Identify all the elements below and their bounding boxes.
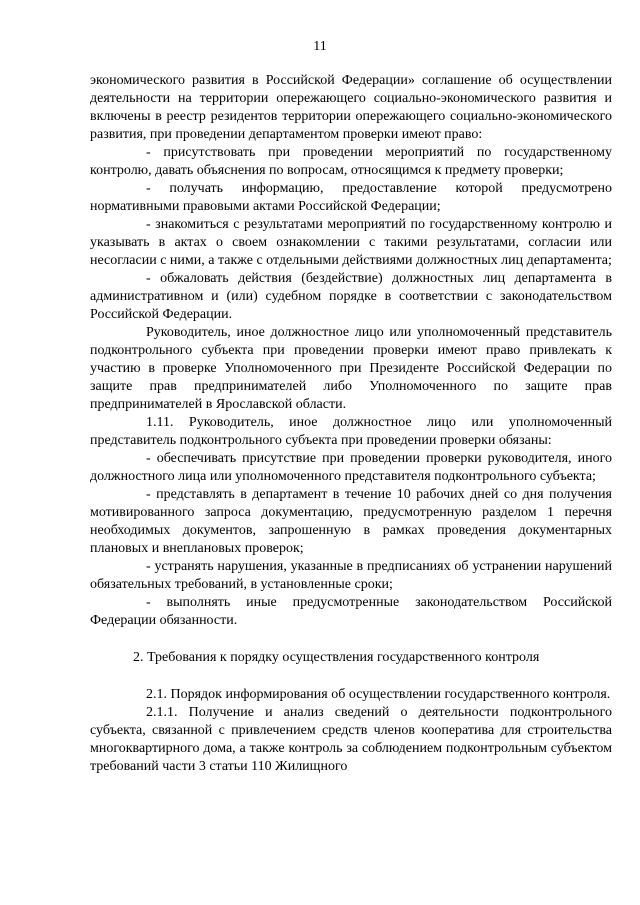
- section-heading: 2. Требования к порядку осуществления государственного контроля: [133, 650, 540, 665]
- list-item: - присутствовать при проведении мероприятий по государственному контролю, давать объяснения по вопросам, относящимся к предмету проверки;: [90, 145, 612, 178]
- clause-2-1-1: 2.1.1. Получение и анализ сведений о деятельности подконтрольного субъекта, связанной с привлечением средств членов кооператива для строительства многоквартирного дома, а также контроль за соблюдением подконтрольным субъектом требований части 3 статьи 110 Жилищного: [90, 705, 612, 774]
- list-item: - знакомиться с результатами мероприятий по государственному контролю и указывать в актах о своем ознакомлении с такими результатами, согласии или несогласии с ними, а также с отдельными действиями должностных лиц департамента;: [90, 217, 612, 268]
- paragraph: экономического развития в Российской Федерации» соглашение об осуществлении деятельности на территории опережающего социально-экономического развития и включены в реестр резидентов территории опережающего социально-экономического развития, при проведении департаментом проверки имеют право:: [90, 73, 612, 142]
- paragraph: Руководитель, иное должностное лицо или уполномоченный представитель подконтрольного субъекта при проведении проверки имеют право привлекать к участию в проверке Уполномоченного при Президенте Российской Федерации по защите прав предпринимателей либо Уполномоченного по защите прав предпринимателей в Ярославской области.: [90, 325, 612, 412]
- list-item: - представлять в департамент в течение 10 рабочих дней со дня получения мотивированного запроса документацию, предусмотренную разделом 1 перечня необходимых документов, запрошенную в рамках проведения документарных плановых и внеплановых проверок;: [90, 487, 612, 556]
- list-item: - обеспечивать присутствие при проведении проверки руководителя, иного должностного лица или уполномоченного представителя подконтрольного субъекта;: [90, 451, 612, 484]
- clause-1-11: 1.11. Руководитель, иное должностное лицо или уполномоченный представитель подконтрольного субъекта при проведении проверки обязаны:: [90, 415, 612, 448]
- clause-2-1: 2.1. Порядок информирования об осуществлении государственного контроля.: [146, 687, 611, 702]
- document-body: [90, 72, 612, 776]
- list-item: - устранять нарушения, указанные в предписаниях об устранении нарушений обязательных требований, в установленные сроки;: [90, 559, 612, 592]
- page-number: 11: [313, 39, 327, 54]
- list-item: - получать информацию, предоставление которой предусмотрено нормативными правовыми актами Российской Федерации;: [90, 181, 612, 214]
- list-item: - выполнять иные предусмотренные законодательством Российской Федерации обязанности.: [90, 595, 612, 628]
- list-item: - обжаловать действия (бездействие) должностных лиц департамента в административном и (или) судебном порядке в соответствии с законодательством Российской Федерации.: [90, 271, 612, 322]
